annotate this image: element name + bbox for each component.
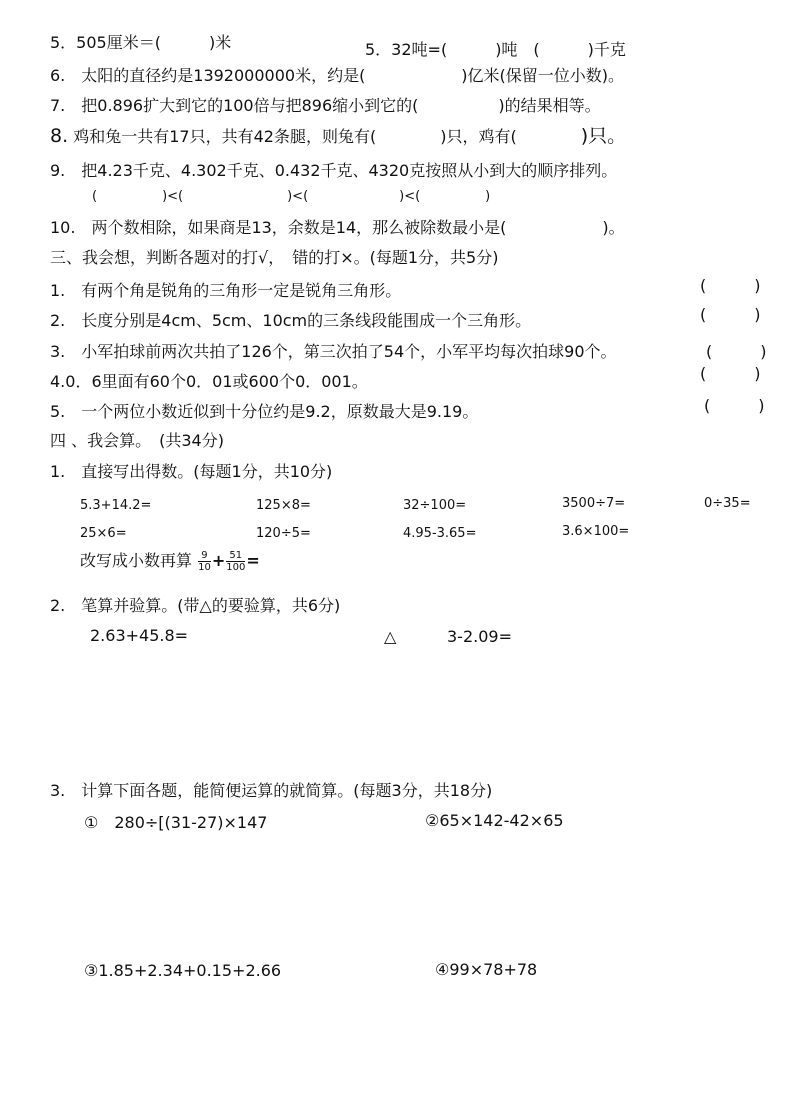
simplify-calc-4: ④99×78+78 [435,960,538,979]
oral-calc-1: 5.3+14.2= [80,498,152,513]
oral-calc-8: 4.95-3.65= [403,526,477,541]
question-9-blanks: ( )<( )<( )<( ) [92,189,491,204]
question-8-number: 8. [50,125,69,147]
question-8-end: )只。 [580,125,627,147]
question-5b: 5．32吨=( )吨 ( )千克 [365,40,626,59]
simplify-calc-3: ③1.85+2.34+0.15+2.66 [84,961,282,980]
simplify-calc-2: ②65×142-42×65 [425,811,564,830]
question-6: 6. 太阳的直径约是1392000000米，约是( )亿米(保留一位小数)。 [50,66,625,85]
calc-sub-3: 3. 计算下面各题，能简便运算的就简算。(每题3分，共18分) [50,781,493,800]
triangle-icon: △ [384,627,397,646]
judge-paren-2: ( ) [700,305,761,324]
judge-item-2: 2. 长度分别是4cm、5cm、10cm的三条线段能围成一个三角形。 [50,311,532,330]
fraction-numerator: 9 [198,550,211,562]
question-8 [50,126,626,147]
judge-item-4: 4.0．6里面有60个0．01或600个0．001。 [50,372,368,391]
fraction-numerator: 51 [226,550,245,562]
written-calc-2: 3-2.09= [447,627,512,646]
fraction-51-100 [226,550,245,573]
judge-item-1: 1. 有两个角是锐角的三角形一定是锐角三角形。 [50,281,402,300]
judge-paren-4: ( ) [700,364,761,383]
oral-calc-6: 25×6= [80,526,127,541]
section-4-header: 四 、我会算。 (共34分) [50,431,224,450]
question-7: 7. 把0.896扩大到它的100倍与把896缩小到它的( )的结果相等。 [50,96,601,115]
fraction-9-10 [198,550,211,573]
oral-calc-7: 120÷5= [256,526,311,541]
oral-calc-3: 32÷100= [403,498,467,513]
oral-calc-9: 3.6×100= [562,524,630,539]
fraction-convert-label: 改写成小数再算 [80,551,193,570]
question-10: 10. 两个数相除，如果商是13，余数是14，那么被除数最小是( )。 [50,218,625,237]
simplify-calc-1: ① 280÷[(31-27)×147 [84,813,268,832]
judge-paren-1: ( ) [700,276,761,295]
written-calc-1: 2.63+45.8= [90,626,189,645]
calc-sub-1: 1. 直接写出得数。(每题1分，共10分) [50,462,333,481]
section-3-header: 三、我会想，判断各题对的打√， 错的打×。(每题1分，共5分) [50,248,499,267]
fraction-convert-line [80,548,260,574]
judge-paren-5: ( ) [704,396,765,415]
judge-paren-3: ( ) [706,342,767,361]
fraction-denominator: 10 [198,562,211,573]
question-5a: 5．505厘米＝( )米 [50,33,232,52]
oral-calc-2: 125×8= [256,498,311,513]
question-8-text: 鸡和兔一共有17只，共有42条腿，则兔有( )只，鸡有( [73,127,581,146]
fraction-denominator: 100 [226,562,246,573]
oral-calc-5: 0÷35= [704,496,751,511]
plus-sign: + [211,551,226,570]
calc-sub-2: 2. 笔算并验算。(带△的要验算，共6分) [50,596,341,615]
judge-item-5: 5. 一个两位小数近似到十分位约是9.2，原数最大是9.19。 [50,402,479,421]
equals-sign: = [246,551,260,570]
judge-item-3: 3. 小军拍球前两次共拍了126个，第三次拍了54个，小军平均每次拍球90个。 [50,342,617,361]
question-9: 9. 把4.23千克、4.302千克、0.432千克、4320克按照从小到大的顺序排列。 [50,161,618,180]
oral-calc-4: 3500÷7= [562,496,626,511]
